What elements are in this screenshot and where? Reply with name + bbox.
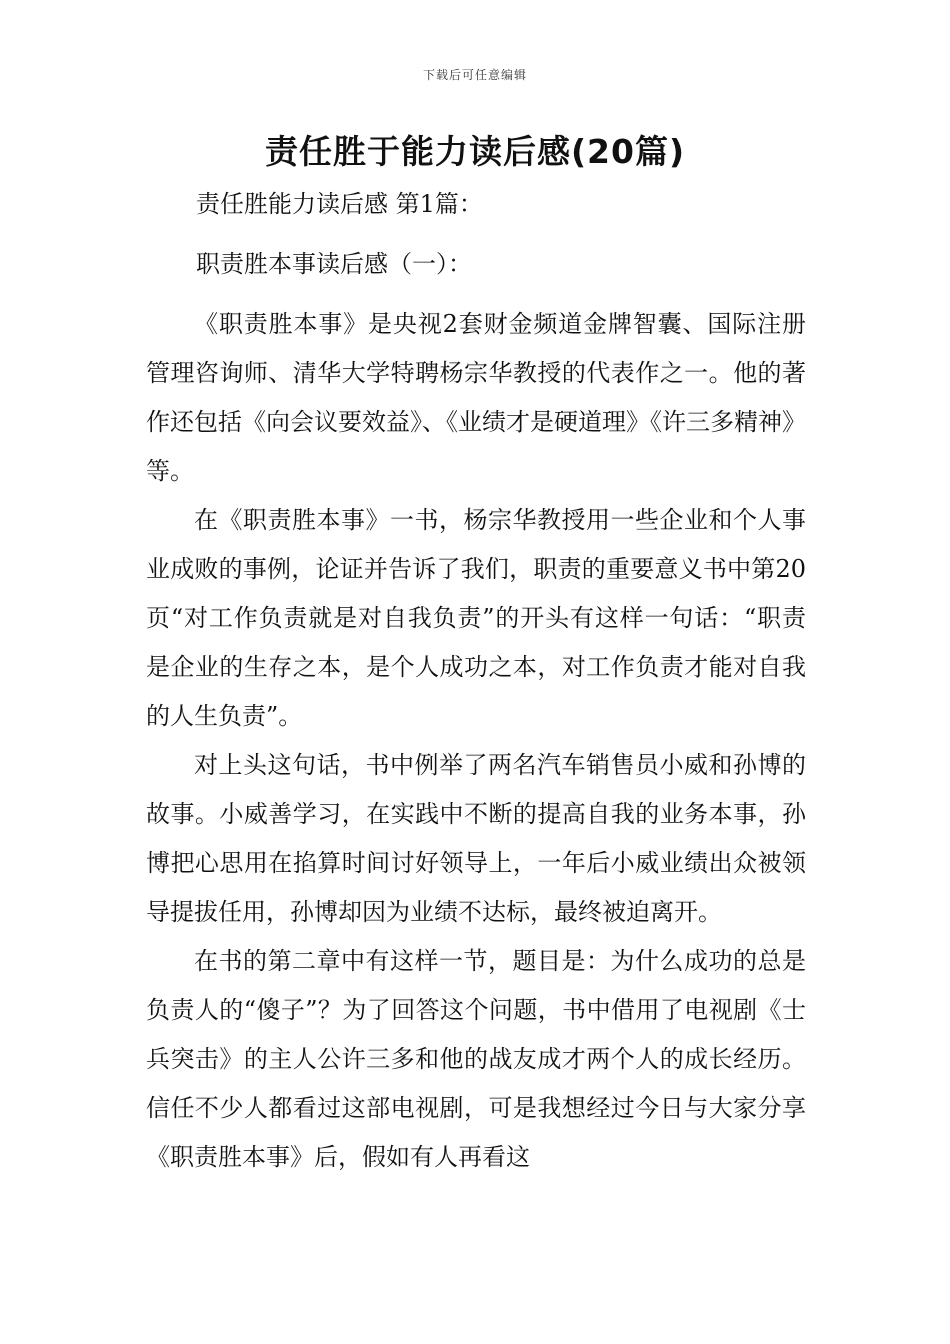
section-label: 责任胜能力读后感 第1篇： — [196, 190, 483, 218]
page-title: 责任胜于能力读后感(20篇) — [264, 132, 686, 171]
paragraph-4: 在书的第二章中有这样一节，题目是：为什么成功的总是负责人的“傻子”？为了回答这个问题，书中借用了电视剧《士兵突击》的主人公许三多和他的战友成才两个人的成长经历。信任不少人都看过这部电视剧，可是我想经过今日与大家分享《职责胜本事》后，假如有人再看这 — [146, 947, 806, 1171]
paragraph-2: 在《职责胜本事》一书，杨宗华教授用一些企业和个人事业成败的事例，论证并告诉了我们，职责的重要意义书中第20页“对工作负责就是对自我负责”的开头有这样一句话：“职责是企业的生存之本，是个人成功之本，对工作负责才能对自我的人生负责”。 — [146, 506, 806, 730]
paragraph-3: 对上头这句话，书中例举了两名汽车销售员小威和孙博的故事。小威善学习，在实践中不断的提高自我的业务本事，孙博把心思用在掐算时间讨好领导上，一年后小威业绩出众被领导提拔任用，孙博却因为业绩不达标，最终被迫离开。 — [146, 751, 806, 926]
document-body — [146, 180, 806, 1182]
header-note: 下载后可任意编辑 — [422, 68, 527, 82]
paragraph-1: 《职责胜本事》是央视2套财金频道金牌智囊、国际注册管理咨询师、清华大学特聘杨宗华教授的代表作之一。他的著作还包括《向会议要效益》、《业绩才是硬道理》《许三多精神》等。 — [146, 310, 806, 485]
subsection-label: 职责胜本事读后感（一）： — [196, 250, 472, 278]
